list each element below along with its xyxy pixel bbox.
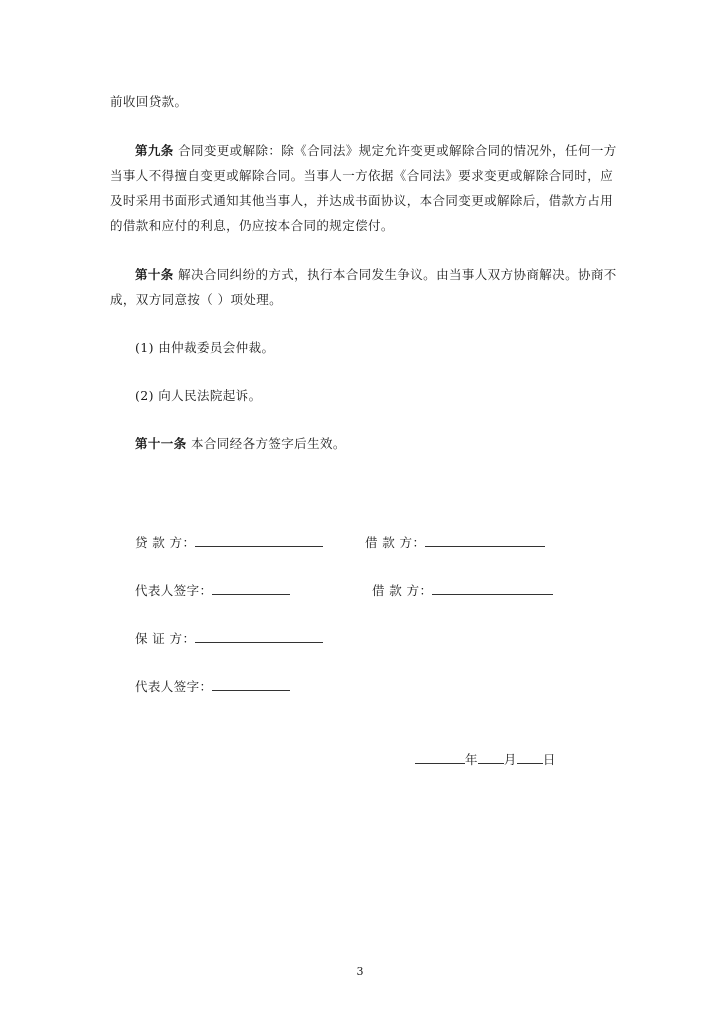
article9-line4: 的借款和应付的利息，仍应按本合同的规定偿付。 (110, 218, 394, 233)
page-number: 3 (356, 965, 364, 978)
lender-rep-signature (135, 582, 290, 599)
lender-rep-label: 代表人签字： (135, 583, 213, 598)
article10-line1 (135, 267, 617, 283)
article9-line3: 及时采用书面形式通知其他当事人，并达成书面协议，本合同变更或解除后，借款方占用 (110, 193, 614, 208)
article11-text: 本合同经各方签字后生效。 (190, 436, 346, 451)
year-blank[interactable] (415, 751, 465, 764)
borrower2-label: 借 款 方： (372, 583, 433, 598)
lender-signature (135, 534, 323, 551)
article10-line2: 成，双方同意按（ ）项处理。 (110, 292, 283, 307)
article9-line1 (135, 143, 617, 159)
date-line (415, 751, 556, 768)
borrower2-blank[interactable] (432, 582, 553, 595)
lender-rep-blank[interactable] (212, 582, 290, 595)
borrower2-signature (372, 582, 553, 599)
lender-label: 贷 款 方： (135, 535, 196, 550)
article10-text-1: 解决合同纠纷的方式，执行本合同发生争议。由当事人双方协商解决。协商不 (178, 267, 617, 282)
article9-line2: 当事人不得擅自变更或解除合同。当事人一方依据《合同法》要求变更或解除合同时，应 (110, 168, 614, 183)
article11-heading: 第十一条 (135, 436, 187, 451)
month-label: 月 (503, 752, 517, 767)
day-label: 日 (542, 752, 556, 767)
lender-blank[interactable] (195, 534, 323, 547)
borrower-blank[interactable] (425, 534, 545, 547)
month-blank[interactable] (478, 751, 504, 764)
day-blank[interactable] (517, 751, 543, 764)
borrower-signature (365, 534, 545, 551)
guarantor-signature (135, 630, 323, 647)
guarantor-rep-label: 代表人签字： (135, 679, 213, 694)
article10-option2: (2) 向人民法院起诉。 (135, 388, 262, 403)
article9-heading: 第九条 (135, 143, 174, 158)
guarantor-label: 保 证 方： (135, 631, 196, 646)
article9-text-1: 合同变更或解除：除《合同法》规定允许变更或解除合同的情况外，任何一方 (178, 143, 617, 158)
borrower-label: 借 款 方： (365, 535, 426, 550)
guarantor-rep-blank[interactable] (212, 678, 290, 691)
article11-line (135, 436, 346, 452)
article8-tail: 前收回贷款。 (110, 94, 188, 109)
guarantor-rep-signature (135, 678, 290, 695)
article10-option1: (1) 由仲裁委员会仲裁。 (135, 340, 275, 355)
guarantor-blank[interactable] (195, 630, 323, 643)
year-label: 年 (465, 752, 478, 767)
article10-heading: 第十条 (135, 267, 174, 282)
